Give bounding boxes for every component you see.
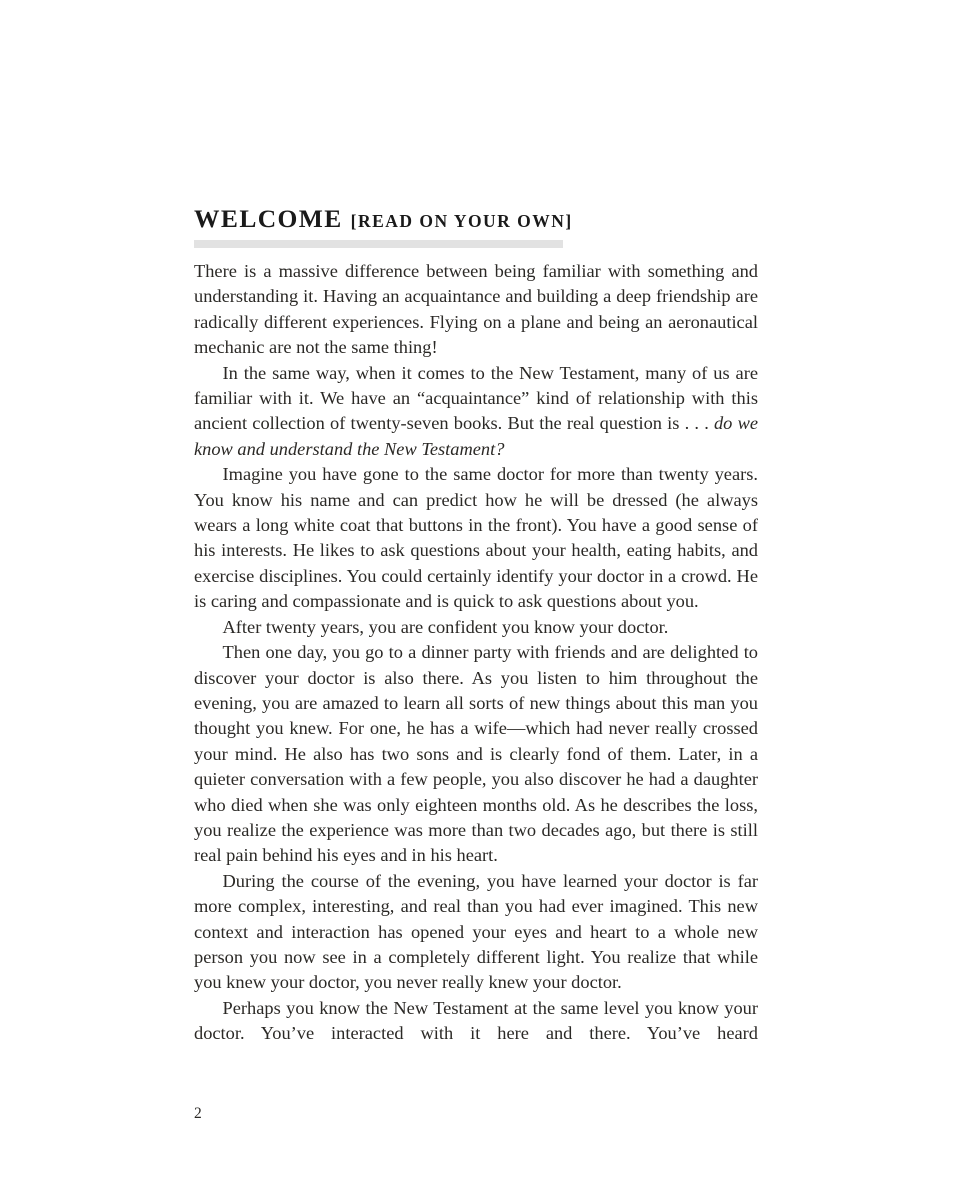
paragraph-text-segment: In the same way, when it comes to the New Testament, many of us are familiar with it. We have an “acquaintance” kind of relationship with this ancient collection of twenty-seven books. But the real question is . . . — [194, 362, 758, 434]
paragraph — [194, 361, 758, 463]
chapter-heading-subtitle: [READ ON YOUR OWN] — [350, 211, 573, 231]
emphasis-question: do we know and understand the New Testament? — [194, 413, 758, 459]
heading-divider-rule — [194, 240, 563, 248]
page-number: 2 — [194, 1105, 202, 1122]
page-title — [194, 200, 794, 232]
paragraph: Perhaps you know the New Testament at the same level you know your doctor. You’ve interacted with it here and there. You’ve heard — [194, 997, 758, 1044]
paragraph: Imagine you have gone to the same doctor for more than twenty years. You know his name and can predict how he will be dressed (he always wears a long white coat that buttons in the front). You have a good sense of his interests. He likes to ask questions about your health, eating habits, and exercise disciplines. You could certainly identify your doctor in a crowd. He is caring and compassionate and is quick to ask questions about you. — [194, 464, 758, 612]
paragraph: There is a massive difference between being familiar with something and understanding it. Having an acquaintance and building a deep friendship are radically different experiences. Flying on a plane and being an aeronautical mechanic are not the same thing! — [194, 261, 758, 358]
chapter-heading-main: WELCOME — [194, 204, 343, 233]
paragraph: After twenty years, you are confident you know your doctor. — [222, 616, 669, 637]
paragraph: During the course of the evening, you have learned your doctor is far more complex, interesting, and real than you had ever imagined. This new context and interaction has opened your eyes and heart to a whole new person you now see in a completely different light. You realize that while you knew your doctor, you never really knew your doctor. — [194, 870, 758, 993]
paragraph: Then one day, you go to a dinner party with friends and are delighted to discover your doctor is also there. As you listen to him throughout the evening, you are amazed to learn all sorts of new things about this man you thought you knew. For one, he has a wife—which had never really crossed your mind. He also has two sons and is clearly fond of them. Later, in a quieter conversation with a few people, you also discover he had a daughter who died when she was only eighteen months old. As he describes the loss, you realize the experience was more than two decades ago, but there is still real pain behind his eyes and in his heart. — [194, 642, 758, 866]
body-text-column — [194, 259, 758, 1072]
